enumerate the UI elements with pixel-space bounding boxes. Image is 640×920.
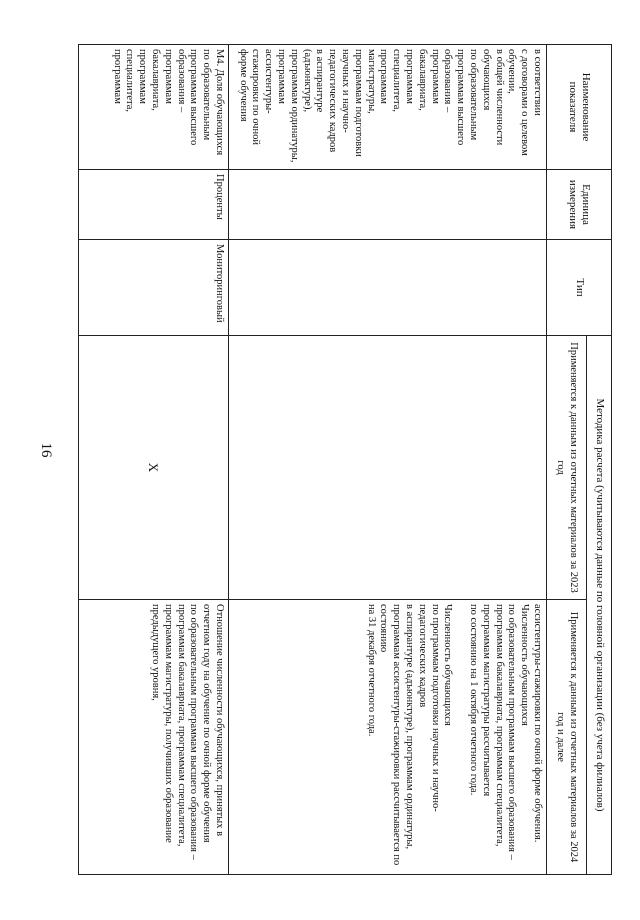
row-type: Мониторинговый [79,240,229,336]
header-method: Методика расчета (учитываются данные по головной организации (без учета филиалов) [586,336,611,875]
header-method-2024: Применяется к данным из отчетных материалов за 2024 год и далее [546,600,586,875]
table-row [79,45,229,875]
row-type [228,240,546,336]
row-method-2023: X [79,336,229,600]
row-method-2023 [228,336,546,600]
row-unit [228,170,546,240]
header-method-2023: Применяется к данным из отчетных материалов за 2023 год [546,336,586,600]
row-name: М4. Доля обучающихся по образовательным программам высшего образования – программам бакалавриата, программам специалитета, программам [79,45,229,170]
row-unit: Проценты [79,170,229,240]
indicator-table [78,44,612,875]
page-number: 16 [38,442,54,458]
row-method-2024: ассистентуры-стажировки по очной форме обучения. Численность обучающихся по образовательным программам высшего образования – программам бакалавриата, программам специалитета, программам магистратуры рассчитывается по состоянию на 1 октября отчетного года. Численность обучающихся по программам подготовки научных и научно-педагогических кадров в аспирантуре (адъюнктуре), программам ординатуры, программам ассистентуры-стажировки рассчитывается по состоянию на 31 декабря отчетного года. [228,600,546,875]
table-row [228,45,546,875]
header-row-1 [586,45,611,875]
rotated-table-container [78,44,612,874]
header-unit: Единица измерения [546,170,611,240]
row-name: в соответствии с договорами о целевом обучении, в общей численности обучающихся по образовательным программам высшего образования – программам бакалавриата, программам специалитета, программам магистратуры, программам подготовки научных и научно-педагогических кадров в аспирантуре (адъюнктуре), программам ординатуры, программам ассистентуры-стажировки по очной форме обучения [228,45,546,170]
header-name: Наименование показателя [546,45,611,170]
row-method-2024: Отношение численности обучающихся, принятых в отчетном году на обучение по очной форме обучения по образовательным программам высшего образования – программам бакалавриата, программам специалитета, программам магистратуры, получивших образование предыдущего уровня, [79,600,229,875]
header-type: Тип [546,240,611,336]
